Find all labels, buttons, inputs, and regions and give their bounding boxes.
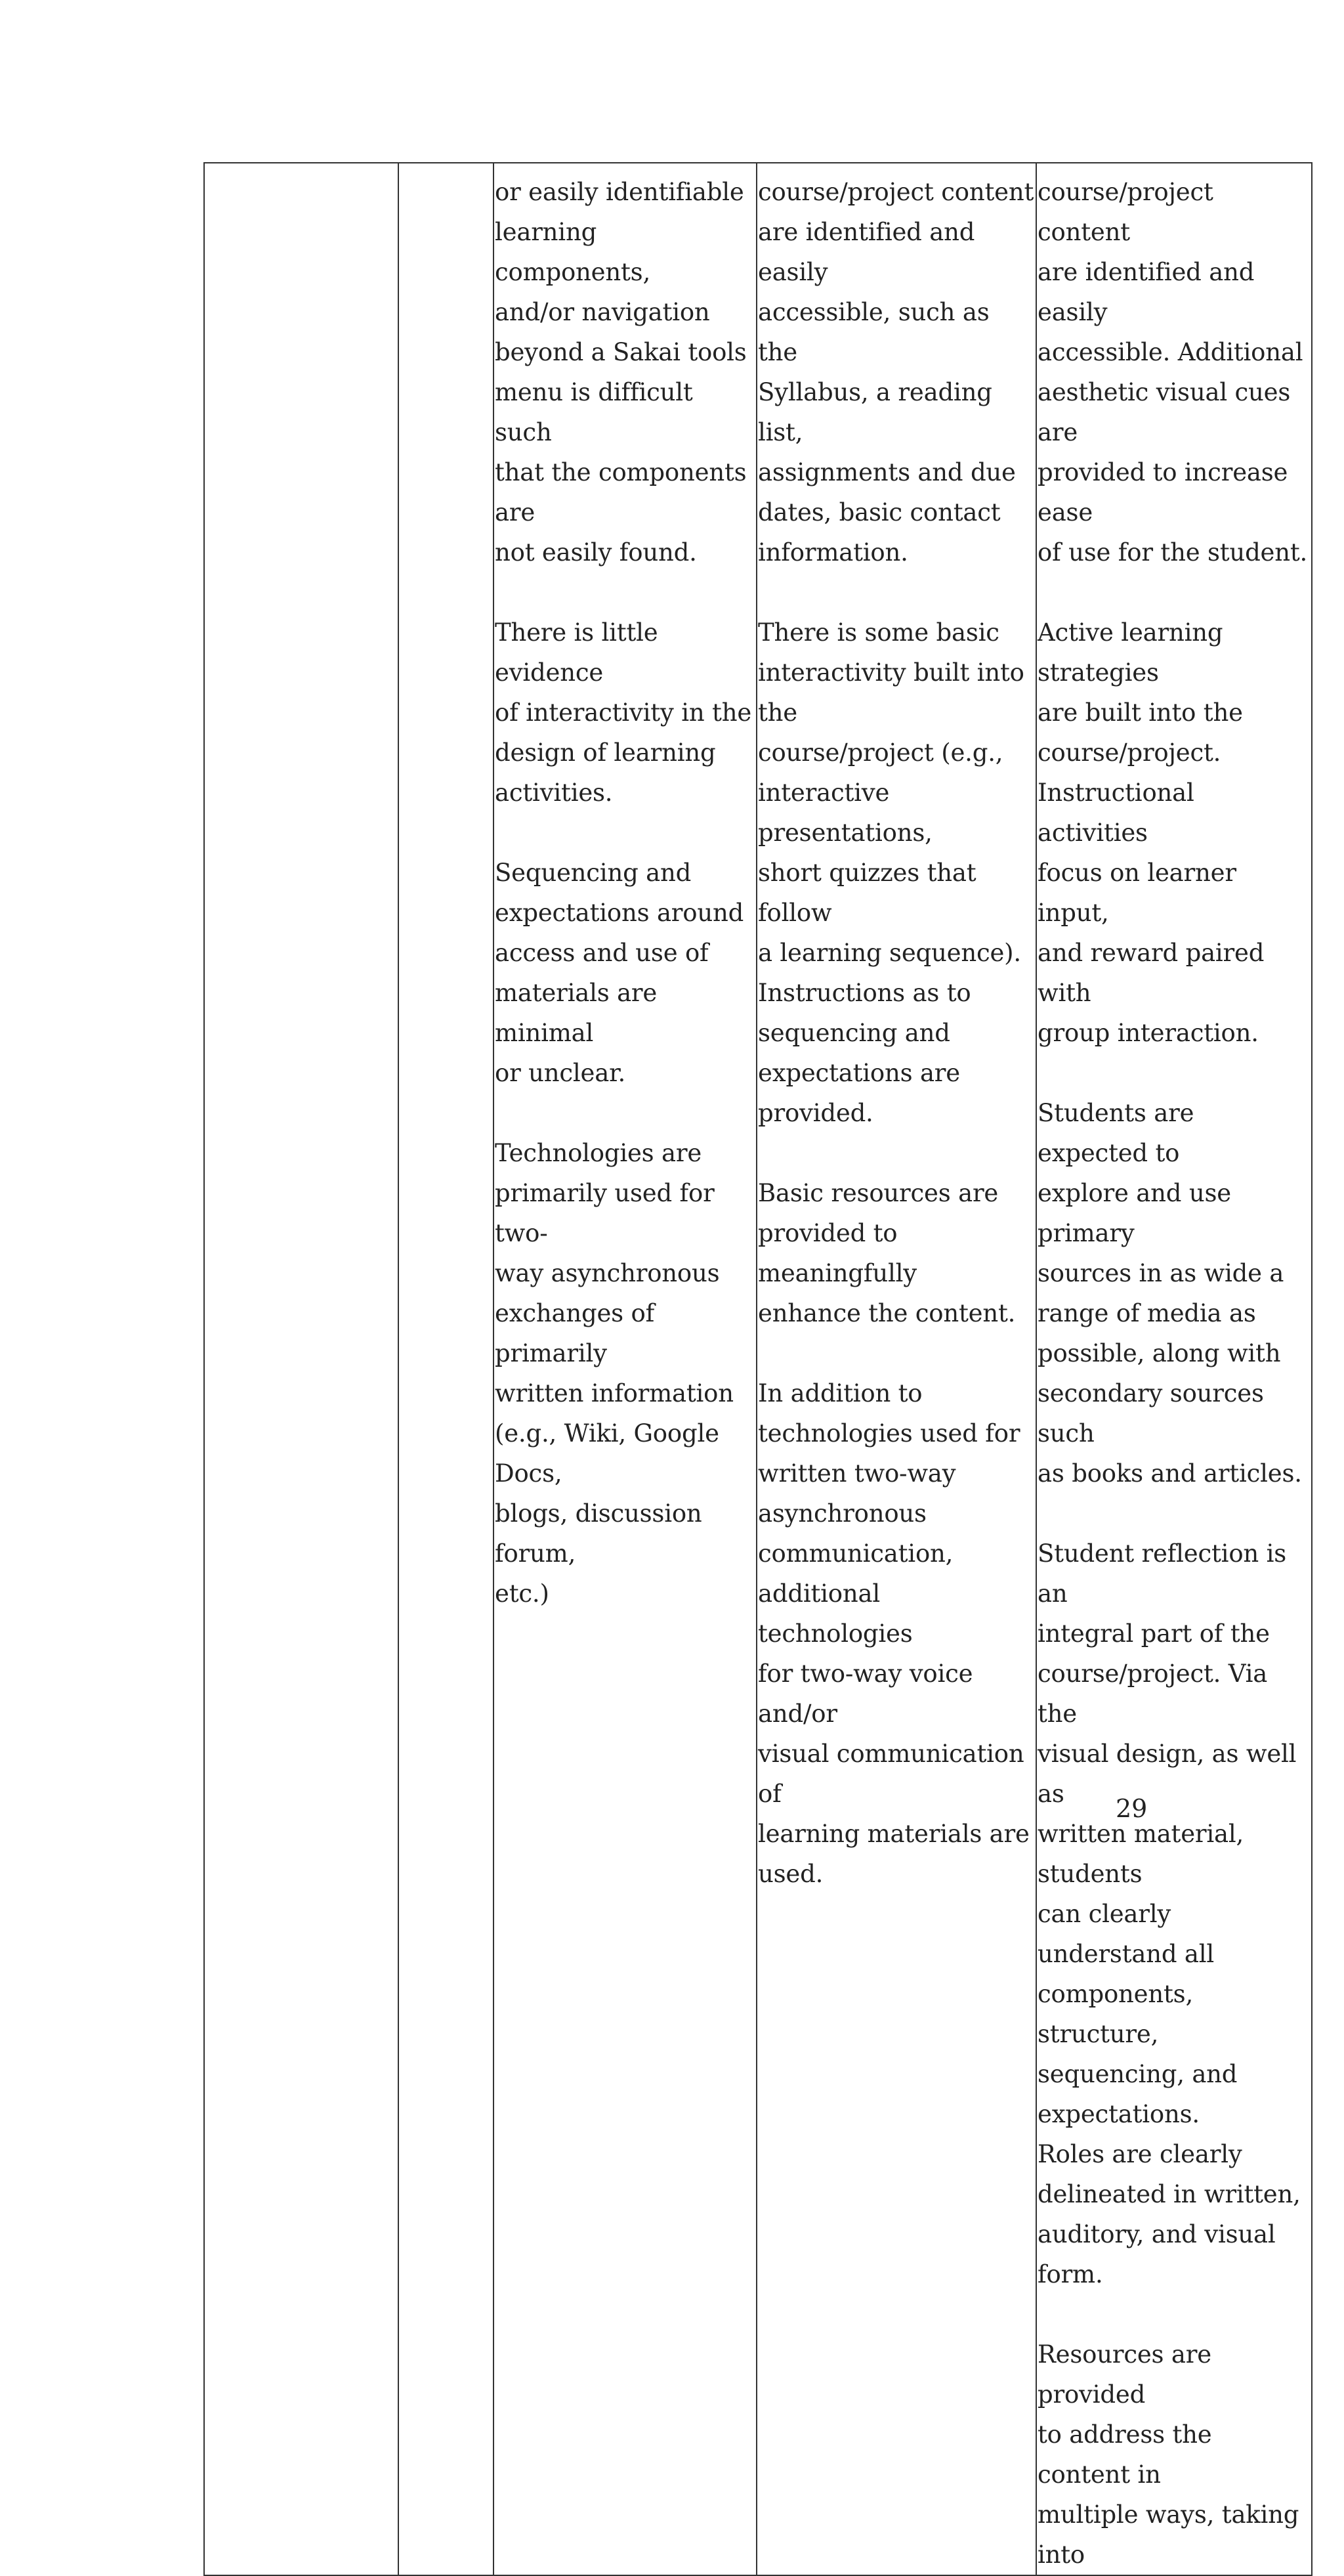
level-beginning-cell bbox=[494, 163, 757, 2575]
weight-text bbox=[399, 163, 493, 172]
weight-cell bbox=[398, 163, 494, 2575]
criteria-cell bbox=[204, 163, 398, 2575]
page-number: 29 bbox=[1116, 1794, 1148, 1823]
level-beginning-text: or easily identifiable learning components, and/or navigation beyond a Sakai tools menu is difficult such that the components are not easily found. There is little evidence of interactivity in the design of learning activities. Sequencing and expectations around access and use of materials are minimal or unclear. Technologies are primarily used for two- way asynchronous exchanges of primarily written information (e.g., Wiki, Google Docs, blogs, discussion forum, etc.) bbox=[495, 178, 752, 1608]
level-developing-cell bbox=[757, 163, 1036, 2575]
criteria-text bbox=[205, 163, 398, 172]
level-exemplary-text: course/project content are identified and easily accessible. Additional aesthetic visual cues are provided to increase ease of use for the student. Active learning strategies are built into the course/project. Instructional activities focus on learner input, and reward paired with group interaction. Students are expected to explore and use primary sources in as wide a range of media as possible, along with secondary sources such as books and articles. Student reflection is an integral part of the course/project. Via the visual design, as well as written material, students can clearly understand all components, structure, sequencing, and expectations. Roles are clearly delineated in written, auditory, and visual form. Resources are provided to address the content in multiple ways, taking into bbox=[1038, 178, 1308, 2569]
level-developing-text: course/project content are identified and easily accessible, such as the Syllabus, a reading list, assignments and due dates, basic contact information. There is some basic interactivity built into the course/project (e.g., interactive presentations, short quizzes that follow a learning sequence). Instructions as to sequencing and expectations are provided. Basic resources are provided to meaningfully enhance the content. In addition to technologies used for written two-way asynchronous communication, additional technologies for two-way voice and/or visual communication of learning materials are used. bbox=[758, 178, 1034, 1888]
table-row bbox=[204, 163, 1312, 2575]
rubric-table bbox=[203, 162, 1312, 2576]
level-exemplary-cell bbox=[1036, 163, 1312, 2575]
